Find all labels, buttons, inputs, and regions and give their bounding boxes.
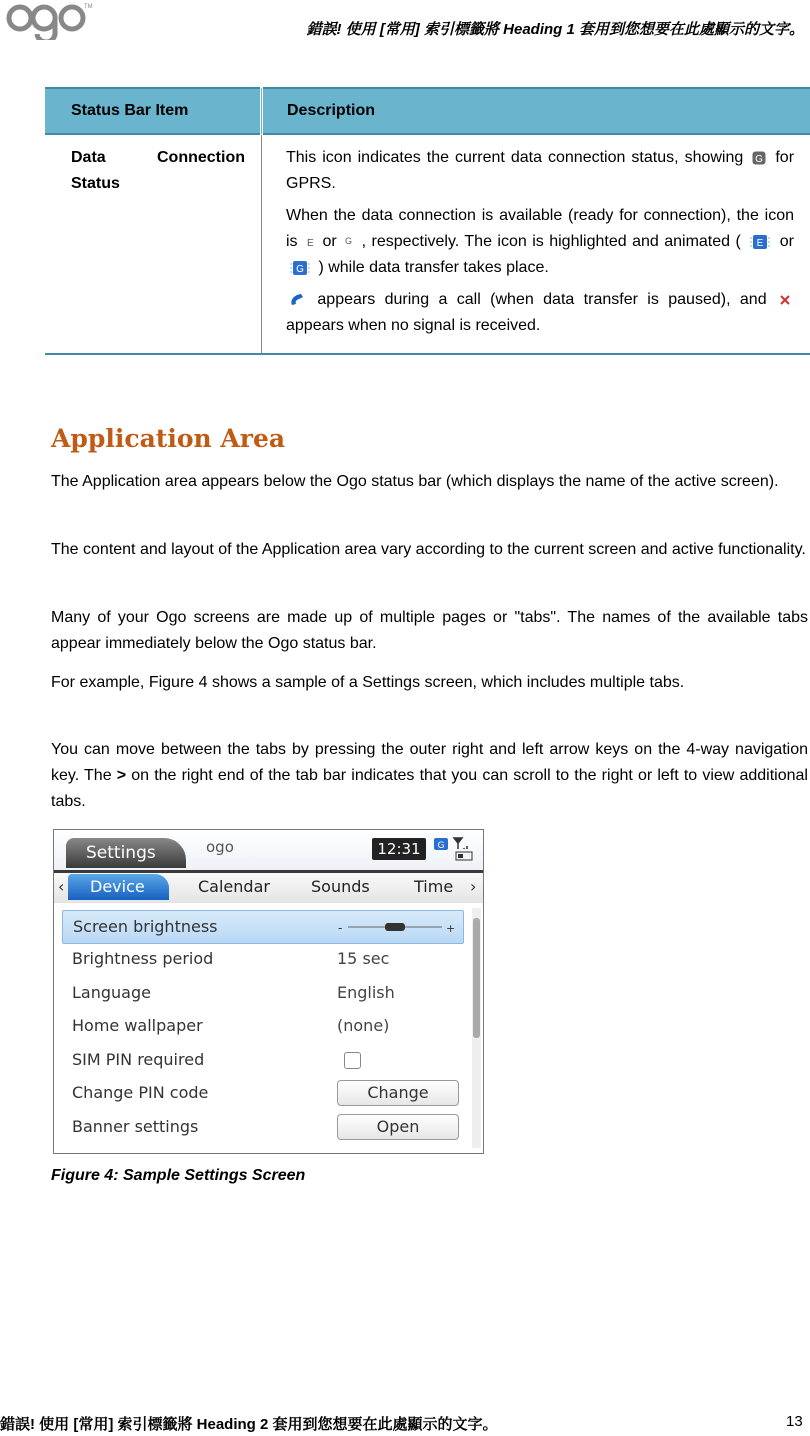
settings-screenshot xyxy=(53,829,484,1154)
status-icons xyxy=(432,836,476,864)
ogo-mini-logo: ogo xyxy=(206,838,234,856)
status-bar-table xyxy=(45,87,810,355)
setting-row-language[interactable]: Language English xyxy=(72,983,395,1002)
gprs-icon xyxy=(752,151,766,165)
section-heading: Application Area xyxy=(51,424,286,453)
paragraph: The Application area appears below the Ogo status bar (which displays the name of the active screen). xyxy=(51,473,779,490)
column-header-description: Description xyxy=(262,88,810,134)
setting-row-brightness-period[interactable]: Brightness period 15 sec xyxy=(72,949,390,968)
scrollbar[interactable] xyxy=(472,908,481,1148)
tab-scroll-left-icon[interactable]: ‹ xyxy=(58,877,65,896)
paragraph: Many of your Ogo screens are made up of multiple pages or "tabs". The names of the available tabs appear immediately below the Ogo status bar. xyxy=(51,609,808,652)
svg-text:-: - xyxy=(338,921,343,935)
scrollbar-thumb[interactable] xyxy=(473,918,480,1038)
status-item-name: Data Connection Status xyxy=(45,134,262,354)
svg-text:G: G xyxy=(755,153,764,165)
paragraph: You can move between the tabs by pressing the outer right and left arrow keys on the 4-way navigation key. The > on the right end of the tab bar indicates that you can scroll to the right or left to view additional tabs. xyxy=(51,741,808,810)
svg-text:TM: TM xyxy=(84,4,93,10)
running-footer: 錯誤! 使用 [常用] 索引標籤將 Heading 2 套用到您想要在此處顯示的文字。 xyxy=(0,1416,498,1433)
status-item-description: This icon indicates the current data connection status, showing G for GPRS. When the data connection is available (ready for connection), the icon is E or G , respectively. The icon is highlighted and animated ( E or G ) while data transfer takes place. appears during a call (when data transfer is paused), and appears when no signal is received. xyxy=(262,134,810,354)
page-number: 13 xyxy=(786,1413,803,1430)
svg-text:G: G xyxy=(296,263,304,275)
tab-sounds[interactable]: Sounds xyxy=(311,877,370,896)
svg-text:+: + xyxy=(446,922,456,935)
svg-text:E: E xyxy=(307,237,314,248)
screen-title: Settings xyxy=(66,838,186,868)
column-header-item: Status Bar Item xyxy=(45,88,262,134)
setting-row-change-pin[interactable]: Change PIN code Change xyxy=(62,1077,462,1109)
table-row xyxy=(45,134,810,354)
setting-row-screen-brightness[interactable]: Screen brightness - + xyxy=(62,910,464,944)
edge-active-icon xyxy=(749,235,771,249)
ogo-logo xyxy=(4,0,94,40)
open-button[interactable]: Open xyxy=(337,1114,459,1140)
slider-thumb xyxy=(385,923,405,931)
figure-caption: Figure 4: Sample Settings Screen xyxy=(51,1167,306,1184)
paragraph: The content and layout of the Application area vary according to the current screen and active functionality. xyxy=(51,541,806,558)
svg-text:E: E xyxy=(756,237,764,249)
gprs-ready-icon xyxy=(345,236,353,248)
change-button[interactable]: Change xyxy=(337,1080,459,1106)
setting-row-sim-pin[interactable]: SIM PIN required xyxy=(62,1044,462,1076)
paragraph: For example, Figure 4 shows a sample of a Settings screen, which includes multiple tabs. xyxy=(51,674,685,691)
no-signal-icon xyxy=(779,294,791,306)
tab-device[interactable]: Device xyxy=(68,874,169,900)
svg-text:G: G xyxy=(437,841,445,851)
tab-bar xyxy=(54,870,483,903)
clock: 12:31 xyxy=(372,838,426,860)
edge-ready-icon xyxy=(306,236,314,248)
sim-pin-checkbox[interactable] xyxy=(344,1052,361,1069)
tab-calendar[interactable]: Calendar xyxy=(198,877,270,896)
status-bar xyxy=(54,830,483,870)
brightness-slider[interactable] xyxy=(338,911,456,943)
tab-scroll-right-icon[interactable]: › xyxy=(470,877,477,896)
call-icon xyxy=(289,293,305,307)
setting-row-home-wallpaper[interactable]: Home wallpaper (none) xyxy=(72,1016,390,1035)
setting-row-banner-settings[interactable]: Banner settings Open xyxy=(62,1111,462,1143)
gprs-active-icon xyxy=(289,261,311,275)
running-header: 錯誤! 使用 [常用] 索引標籤將 Heading 1 套用到您想要在此處顯示的文字。 xyxy=(306,21,804,38)
tab-time[interactable]: Time xyxy=(414,877,454,896)
svg-text:G: G xyxy=(345,235,353,246)
